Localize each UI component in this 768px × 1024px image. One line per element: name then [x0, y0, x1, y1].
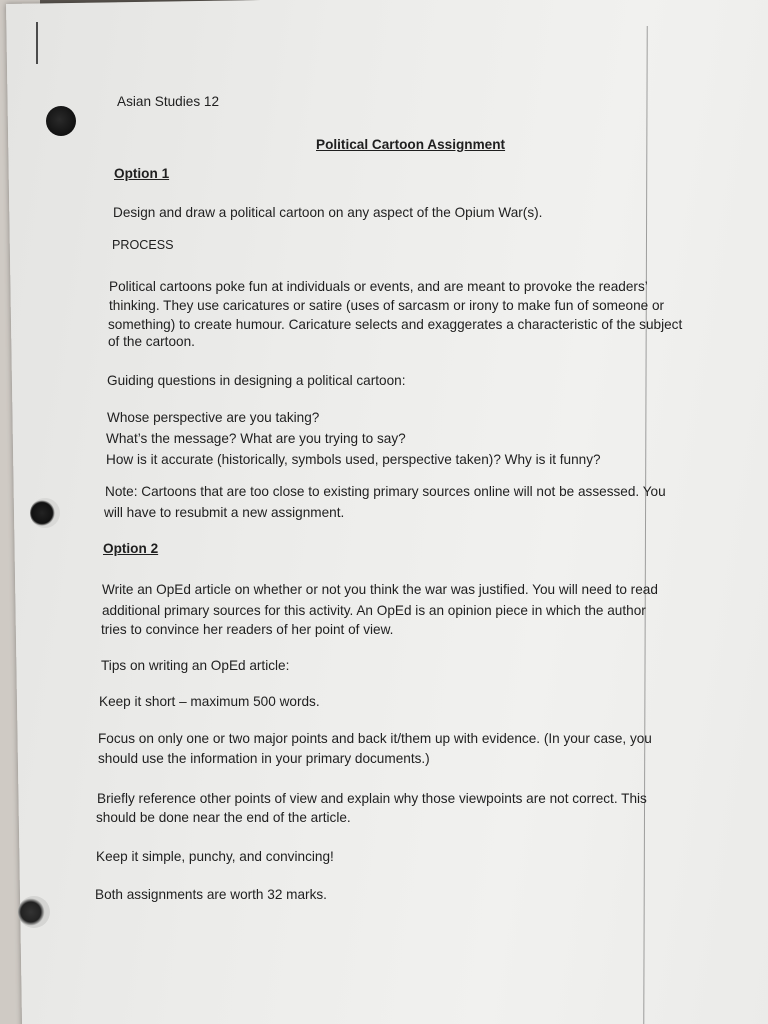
course-name: Asian Studies 12 — [117, 94, 220, 109]
paragraph-line: thinking. They use caricatures or satire (uses of sarcasm or irony to make fun of someone or — [109, 298, 665, 313]
option2-intro-line: tries to convince her readers of her point of view. — [101, 622, 394, 637]
page-title: Political Cartoon Assignment — [316, 137, 506, 152]
process-label: PROCESS — [112, 238, 174, 252]
closing-note: Both assignments are worth 32 marks. — [95, 887, 327, 902]
tip-item-line: Briefly reference other points of view and explain why those viewpoints are not correct. This — [97, 791, 647, 806]
tip-item-line: Focus on only one or two major points and back it/them up with evidence. (In your case, you — [98, 731, 652, 746]
question-item: What’s the message? What are you trying to say? — [106, 431, 406, 446]
option2-intro-line: additional primary sources for this activity. An OpEd is an opinion piece in which the author — [102, 603, 646, 618]
tip-item: Keep it simple, punchy, and convincing! — [96, 849, 334, 864]
paragraph-line: something) to create humour. Caricature selects and exaggerates a characteristic of the subject — [108, 317, 683, 332]
note-line: Note: Cartoons that are too close to existing primary sources online will not be assessed. You — [105, 484, 666, 499]
option1-intro: Design and draw a political cartoon on any aspect of the Opium War(s). — [113, 205, 543, 220]
tip-item-line: should use the information in your primary documents.) — [98, 751, 430, 766]
question-item: How is it accurate (historically, symbols used, perspective taken)? Why is it funny? — [106, 452, 601, 467]
paragraph-line: Political cartoons poke fun at individuals or events, and are meant to provoke the readers’ — [109, 279, 648, 294]
tips-label: Tips on writing an OpEd article: — [101, 658, 290, 673]
tip-item: Keep it short – maximum 500 words. — [99, 694, 320, 709]
guiding-questions-label: Guiding questions in designing a political cartoon: — [107, 373, 406, 388]
tip-item-line: should be done near the end of the article. — [96, 810, 351, 825]
option2-heading: Option 2 — [103, 541, 159, 556]
option2-intro-line: Write an OpEd article on whether or not you think the war was justified. You will need to read — [102, 582, 658, 597]
paragraph-line: of the cartoon. — [108, 334, 195, 349]
note-line: will have to resubmit a new assignment. — [104, 505, 345, 520]
option1-heading: Option 1 — [114, 166, 170, 181]
question-item: Whose perspective are you taking? — [107, 410, 320, 425]
